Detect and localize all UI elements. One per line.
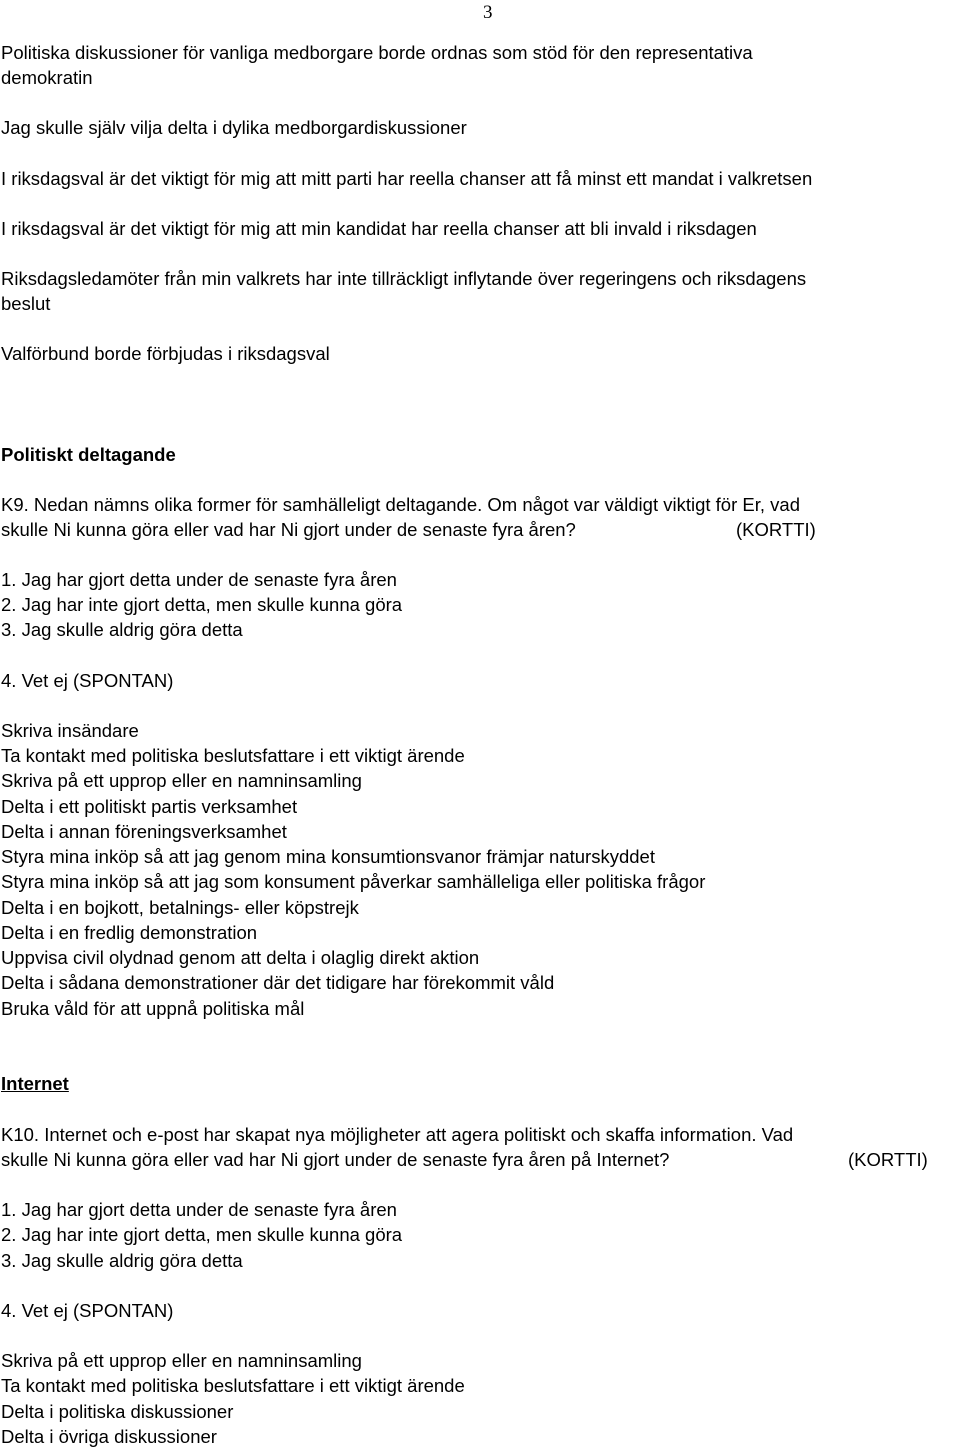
answer-option: 1. Jag har gjort detta under de senaste fyra åren bbox=[1, 569, 397, 590]
statement-line: Valförbund borde förbjudas i riksdagsval bbox=[1, 343, 330, 364]
statement-line: Jag skulle själv vilja delta i dylika medborgardiskussioner bbox=[1, 117, 467, 138]
question-k10-line2: skulle Ni kunna göra eller vad har Ni gjort under de senaste fyra åren på Internet? bbox=[1, 1149, 670, 1170]
list-item: Uppvisa civil olydnad genom att delta i olaglig direkt aktion bbox=[1, 947, 480, 968]
answer-option: 2. Jag har inte gjort detta, men skulle kunna göra bbox=[1, 594, 403, 615]
list-item: Delta i politiska diskussioner bbox=[1, 1401, 234, 1422]
list-item: Delta i ett politiskt partis verksamhet bbox=[1, 796, 298, 817]
statement-line: demokratin bbox=[1, 67, 93, 88]
answer-option: 4. Vet ej (SPONTAN) bbox=[1, 670, 174, 691]
list-item: Ta kontakt med politiska beslutsfattare i ett viktigt ärende bbox=[1, 1375, 465, 1396]
statement-line: I riksdagsval är det viktigt för mig att mitt parti har reella chanser att få minst ett mandat i valkretsen bbox=[1, 168, 813, 189]
question-k10-line1: K10. Internet och e-post har skapat nya möjligheter att agera politiskt och skaffa information. Vad bbox=[1, 1124, 794, 1145]
list-item: Delta i annan föreningsverksamhet bbox=[1, 821, 287, 842]
statement-line: beslut bbox=[1, 293, 51, 314]
kortti-label: (KORTTI) bbox=[848, 1149, 928, 1170]
page-number: 3 bbox=[483, 2, 493, 23]
question-k9-line1: K9. Nedan nämns olika former för samhälleligt deltagande. Om något var väldigt viktigt för Er, vad bbox=[1, 494, 800, 515]
list-item: Bruka våld för att uppnå politiska mål bbox=[1, 998, 305, 1019]
question-k9-line2: skulle Ni kunna göra eller vad har Ni gjort under de senaste fyra åren? bbox=[1, 519, 576, 540]
answer-option: 1. Jag har gjort detta under de senaste fyra åren bbox=[1, 1199, 397, 1220]
section-heading-internet: Internet bbox=[1, 1073, 69, 1094]
list-item: Skriva på ett upprop eller en namninsamling bbox=[1, 1350, 362, 1371]
list-item: Delta i övriga diskussioner bbox=[1, 1426, 217, 1447]
statement-line: Riksdagsledamöter från min valkrets har inte tillräckligt inflytande över regeringens och riksdagens bbox=[1, 268, 807, 289]
section-heading-politiskt-deltagande: Politiskt deltagande bbox=[1, 444, 176, 465]
kortti-label: (KORTTI) bbox=[736, 519, 816, 540]
answer-option: 3. Jag skulle aldrig göra detta bbox=[1, 619, 243, 640]
list-item: Delta i en bojkott, betalnings- eller köpstrejk bbox=[1, 897, 359, 918]
statement-line: Politiska diskussioner för vanliga medborgare borde ordnas som stöd för den representativa bbox=[1, 42, 753, 63]
list-item: Delta i sådana demonstrationer där det tidigare har förekommit våld bbox=[1, 972, 555, 993]
list-item: Delta i en fredlig demonstration bbox=[1, 922, 258, 943]
list-item: Ta kontakt med politiska beslutsfattare i ett viktigt ärende bbox=[1, 745, 465, 766]
answer-option: 2. Jag har inte gjort detta, men skulle kunna göra bbox=[1, 1224, 403, 1245]
list-item: Styra mina inköp så att jag genom mina konsumtionsvanor främjar naturskyddet bbox=[1, 846, 655, 867]
statement-line: I riksdagsval är det viktigt för mig att min kandidat har reella chanser att bli invald i riksdagen bbox=[1, 218, 757, 239]
list-item: Skriva insändare bbox=[1, 720, 139, 741]
answer-option: 4. Vet ej (SPONTAN) bbox=[1, 1300, 174, 1321]
list-item: Skriva på ett upprop eller en namninsamling bbox=[1, 770, 362, 791]
answer-option: 3. Jag skulle aldrig göra detta bbox=[1, 1250, 243, 1271]
list-item: Styra mina inköp så att jag som konsument påverkar samhälleliga eller politiska frågor bbox=[1, 871, 706, 892]
